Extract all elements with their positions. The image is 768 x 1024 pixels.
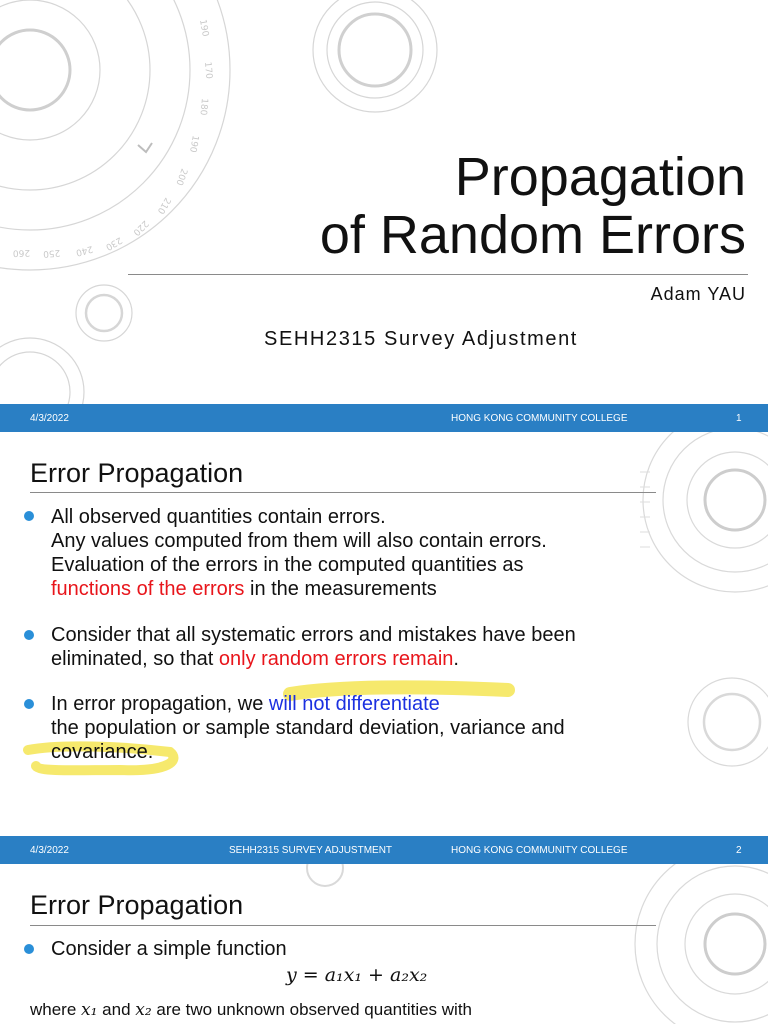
bullet-text-part: in the measurements	[244, 578, 437, 600]
bullet-text-part: .	[453, 648, 459, 670]
slide-footer	[0, 836, 768, 864]
footer-date: 4/3/2022	[30, 413, 69, 424]
course-name: SEHH2315 Survey Adjustment	[264, 328, 578, 350]
title-slide	[0, 0, 768, 404]
blue-text: will not differentiate	[268, 693, 440, 715]
bullet-text-part: In error propagation, we	[51, 693, 269, 715]
bullet-text-line	[51, 692, 751, 716]
svg-text:190: 190	[187, 134, 200, 154]
emphasis-text: functions of the errors	[51, 578, 245, 600]
variable-x2: x₂	[135, 1000, 152, 1020]
bullet-text-line: All observed quantities contain errors.	[51, 506, 386, 528]
emphasis-text: only random errors remain	[218, 648, 454, 670]
bullet-text-line: Any values computed from them will also contain errors.	[51, 530, 547, 552]
bullet-dot	[24, 630, 34, 640]
bullet-observed-errors	[51, 505, 751, 601]
bullet-simple-function: Consider a simple function	[51, 938, 287, 960]
svg-text:220: 220	[130, 217, 150, 238]
footer-page-number: 1	[736, 413, 742, 424]
bullet-text-line: the population or sample standard deviation, variance and	[51, 717, 565, 739]
svg-text:250: 250	[42, 247, 61, 259]
bullet-text-line	[51, 647, 751, 671]
footer-page-number: 2	[736, 845, 742, 856]
footer-college: HONG KONG COMMUNITY COLLEGE	[451, 413, 628, 424]
content-slide	[0, 432, 768, 836]
text-part: where	[30, 1000, 82, 1019]
text-part: and	[97, 1000, 136, 1019]
bullet-text-line: covariance.	[51, 741, 154, 763]
svg-text:180: 180	[197, 97, 209, 116]
bullet-systematic-errors	[51, 623, 751, 671]
footer-college: HONG KONG COMMUNITY COLLEGE	[451, 845, 628, 856]
linear-function-formula: y = a₁x₁ + a₂x₂	[286, 964, 428, 986]
title-line-1: Propagation	[454, 147, 746, 207]
svg-text:260: 260	[12, 247, 31, 258]
svg-text:190: 190	[197, 18, 210, 38]
svg-text:210: 210	[154, 195, 173, 216]
where-text-line	[30, 1000, 472, 1020]
slide-heading: Error Propagation	[30, 458, 244, 488]
bullet-text-line: Evaluation of the errors in the computed quantities as	[51, 554, 524, 576]
slide-footer	[0, 404, 768, 432]
svg-text:200: 200	[173, 166, 189, 187]
bullet-dot	[24, 511, 34, 521]
bullet-error-propagation	[51, 692, 751, 764]
title-line-2: of Random Errors	[319, 205, 746, 265]
bullet-text-line	[51, 577, 751, 601]
svg-text:240: 240	[74, 243, 94, 258]
slide-heading: Error Propagation	[30, 890, 244, 920]
heading-divider	[30, 925, 656, 926]
bullet-dot	[24, 944, 34, 954]
text-part: are two unknown observed quantities with	[151, 1000, 473, 1019]
heading-divider	[30, 492, 656, 493]
bullet-dot	[24, 699, 34, 709]
title-divider	[128, 274, 748, 275]
svg-text:230: 230	[103, 234, 124, 252]
presentation-title	[320, 148, 746, 264]
footer-date: 4/3/2022	[30, 845, 69, 856]
author-name: Adam YAU	[650, 284, 746, 304]
variable-x1: x₁	[81, 1000, 98, 1020]
footer-course: SEHH2315 SURVEY ADJUSTMENT	[229, 845, 393, 856]
bullet-text-line: Consider that all systematic errors and mistakes have been	[51, 624, 576, 646]
svg-text:170: 170	[202, 61, 214, 80]
content-slide	[0, 864, 768, 1024]
bullet-text-part: eliminated, so that	[51, 648, 219, 670]
